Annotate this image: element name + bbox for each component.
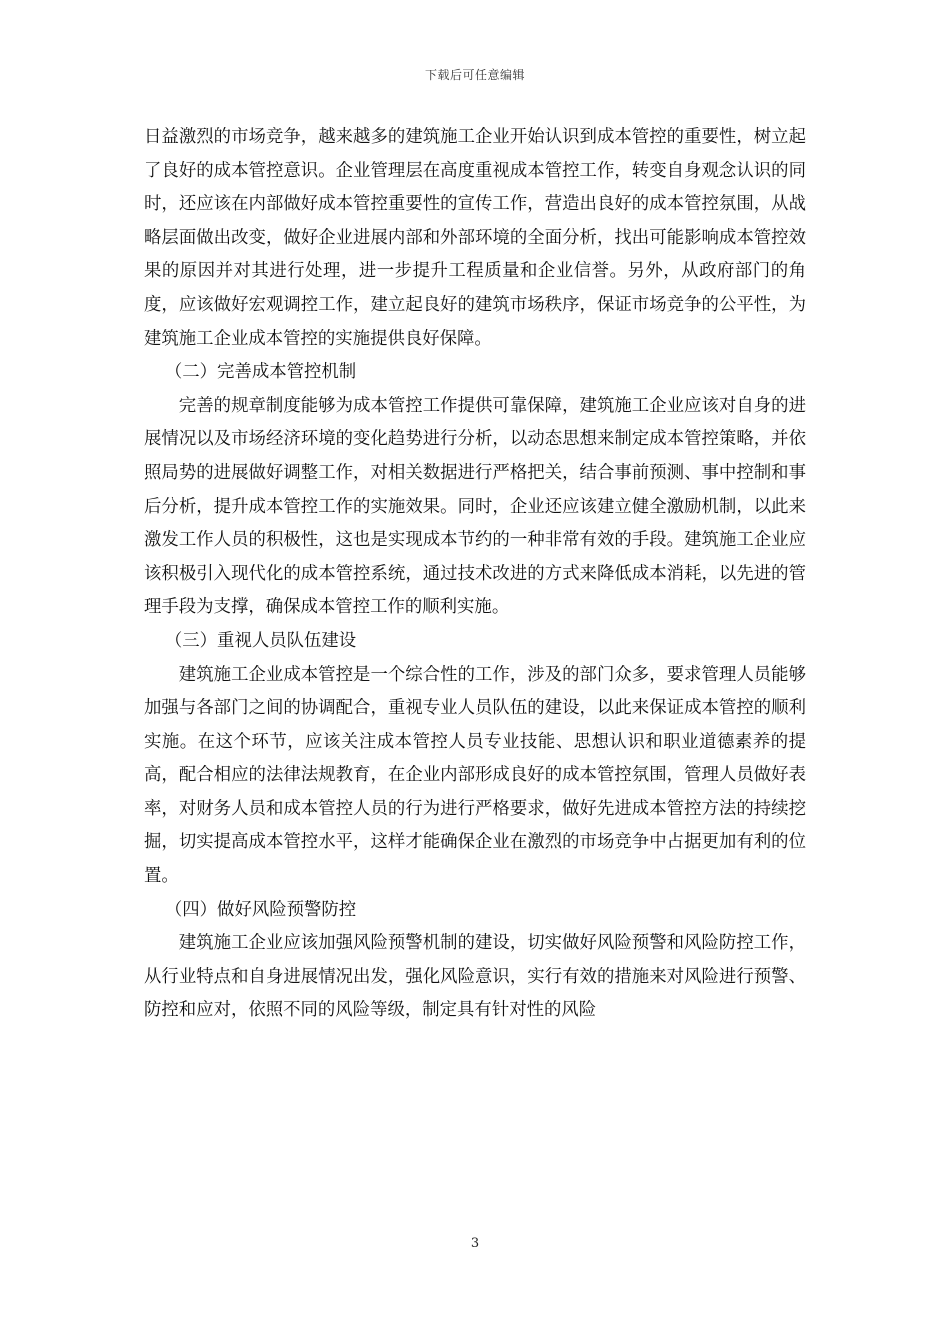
section-heading-4: （四）做好风险预警防控 (164, 899, 357, 920)
paragraph-mechanism: 完善的规章制度能够为成本管控工作提供可靠保障，建筑施工企业应该对自身的进展情况以及市场经济环境的变化趋势进行分析，以动态思想来制定成本管控策略，并依照局势的进展做好调整工作，对相关数据进行严格把关，结合事前预测、事中控制和事后分析，提升成本管控工作的实施效果。同时，企业还应该建立健全激励机制，以此来激发工作人员的积极性，这也是实现成本节约的一种非常有效的手段。建筑施工企业应该积极引入现代化的成本管控系统，通过技术改进的方式来降低成本消耗，以先进的管理手段为支撑，确保成本管控工作的顺利实施。 (144, 395, 806, 618)
paragraph-personnel: 建筑施工企业成本管控是一个综合性的工作，涉及的部门众多，要求管理人员能够加强与各部门之间的协调配合，重视专业人员队伍的建设，以此来保证成本管控的顺利实施。在这个环节，应该关注成本管控人员专业技能、思想认识和职业道德素养的提高，配合相应的法律法规教育，在企业内部形成良好的成本管控氛围，管理人员做好表率，对财务人员和成本管控人员的行为进行严格要求，做好先进成本管控方法的持续挖掘，切实提高成本管控水平，这样才能确保企业在激烈的市场竞争中占据更加有利的位置。 (144, 664, 806, 887)
section-heading-3: （三）重视人员队伍建设 (164, 630, 357, 651)
paragraph-risk: 建筑施工企业应该加强风险预警机制的建设，切实做好风险预警和风险防控工作，从行业特点和自身进展情况出发，强化风险意识，实行有效的措施来对风险进行预警、防控和应对，依照不同的风险等级，制定具有针对性的风险 (144, 933, 806, 1021)
section-heading-2: （二）完善成本管控机制 (164, 362, 357, 383)
page-header: 下载后可任意编辑 (424, 68, 525, 82)
document-body (144, 121, 806, 1028)
paragraph-continued: 日益激烈的市场竞争，越来越多的建筑施工企业开始认识到成本管控的重要性，树立起了良好的成本管控意识。企业管理层在高度重视成本管控工作，转变自身观念认识的同时，还应该在内部做好成本管控重要性的宣传工作，营造出良好的成本管控氛围，从战略层面做出改变，做好企业进展内部和外部环境的全面分析，找出可能影响成本管控效果的原因并对其进行处理，进一步提升工程质量和企业信誉。另外，从政府部门的角度，应该做好宏观调控工作，建立起良好的建筑市场秩序，保证市场竞争的公平性，为建筑施工企业成本管控的实施提供良好保障。 (144, 127, 806, 349)
page-number: 3 (470, 1236, 480, 1251)
